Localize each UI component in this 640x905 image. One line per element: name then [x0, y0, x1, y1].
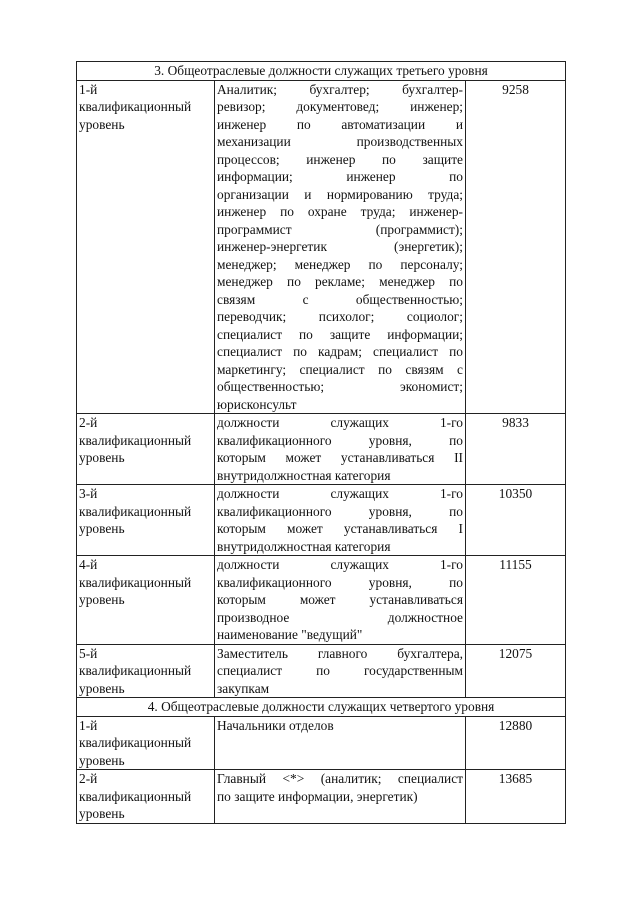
- qualification-level-line: уровень: [79, 592, 125, 607]
- qualification-level-cell: [77, 770, 215, 824]
- positions-line: инженер по охране труда; инженер-: [217, 204, 463, 219]
- qualification-level-line: 2-й: [79, 771, 98, 786]
- positions-line: юрисконсульт: [217, 396, 297, 412]
- qualification-level-line: квалификационный: [79, 735, 192, 750]
- positions-cell: [215, 80, 466, 414]
- qualification-level-line: уровень: [79, 752, 125, 768]
- positions-line: должности служащих 1-го: [217, 557, 463, 572]
- qualification-level-line: уровень: [79, 680, 125, 696]
- qualification-level-line: квалификационный: [79, 574, 192, 590]
- salary-amount-cell: 9258: [466, 80, 566, 414]
- positions-line: по защите информации, энергетик): [217, 788, 418, 804]
- positions-line: должности служащих 1-го: [217, 486, 463, 501]
- qualification-level-line: 5-й: [79, 645, 98, 661]
- qualification-level-line: квалификационный: [79, 503, 192, 519]
- positions-line: специалист по государственным: [217, 663, 463, 678]
- positions-line: Начальники отделов: [217, 717, 334, 733]
- positions-cell: [215, 716, 466, 770]
- qualification-level-cell: [77, 644, 215, 698]
- section3-title: 3. Общеотраслевые должности служащих третьего уровня: [77, 62, 566, 81]
- positions-cell: [215, 485, 466, 556]
- positions-line: механизации производственных: [217, 134, 463, 149]
- salary-amount-cell: 13685: [466, 770, 566, 824]
- qualification-level-line: квалификационный: [79, 663, 192, 678]
- positions-line: Главный <*> (аналитик; специалист: [217, 771, 463, 786]
- qualification-level-line: 4-й: [79, 557, 98, 572]
- positions-line: инженер по автоматизации и: [217, 116, 463, 132]
- positions-line: производное должностное: [217, 609, 463, 625]
- qualification-level-line: 3-й: [79, 486, 98, 501]
- positions-line: менеджер по рекламе; менеджер по: [217, 274, 463, 289]
- qualification-level-line: уровень: [79, 450, 125, 465]
- positions-line: ревизор; документовед; инженер;: [217, 99, 463, 114]
- qualification-level-cell: [77, 414, 215, 485]
- table-row: [77, 414, 566, 485]
- positions-cell: [215, 414, 466, 485]
- positions-line: информации; инженер по: [217, 169, 463, 184]
- positions-line: Заместитель главного бухгалтера,: [217, 645, 463, 661]
- positions-line: закупкам: [217, 680, 270, 696]
- positions-line: внутридолжностная категория: [217, 538, 391, 554]
- salary-amount-cell: 10350: [466, 485, 566, 556]
- section3-header-row: [77, 62, 566, 81]
- qualification-level-line: 1-й: [79, 717, 98, 733]
- section4-header-row: [77, 698, 566, 717]
- positions-line: процессов; инженер по защите: [217, 151, 463, 167]
- table-row: [77, 716, 566, 770]
- positions-line: связям с общественностью;: [217, 291, 463, 307]
- qualification-level-line: 1-й: [79, 81, 98, 97]
- section4-title: 4. Общеотраслевые должности служащих четвертого уровня: [77, 698, 566, 717]
- positions-line: специалист по кадрам; специалист по: [217, 344, 463, 359]
- positions-line: общественностью; экономист;: [217, 379, 463, 394]
- positions-line: переводчик; психолог; социолог;: [217, 309, 463, 324]
- positions-line: маркетингу; специалист по связям с: [217, 361, 463, 377]
- qualification-level-cell: [77, 556, 215, 645]
- qualification-level-line: квалификационный: [79, 432, 192, 448]
- qualification-level-line: квалификационный: [79, 99, 192, 114]
- positions-cell: [215, 770, 466, 824]
- positions-line: которым может устанавливаться: [217, 592, 463, 607]
- qualification-level-line: уровень: [79, 521, 125, 536]
- positions-line: организации и нормированию труда;: [217, 186, 463, 202]
- table-row: [77, 644, 566, 698]
- qualification-level-line: уровень: [79, 116, 125, 132]
- positions-cell: [215, 556, 466, 645]
- salary-table: [76, 61, 566, 824]
- salary-amount-cell: 12075: [466, 644, 566, 698]
- positions-line: специалист по защите информации;: [217, 326, 463, 342]
- table-row: [77, 770, 566, 824]
- table-row: [77, 80, 566, 414]
- table-row: [77, 556, 566, 645]
- positions-cell: [215, 644, 466, 698]
- positions-line: инженер-энергетик (энергетик);: [217, 239, 463, 254]
- positions-line: внутридолжностная категория: [217, 467, 391, 483]
- positions-line: Аналитик; бухгалтер; бухгалтер-: [217, 81, 463, 97]
- qualification-level-line: уровень: [79, 806, 125, 821]
- positions-line: квалификационного уровня, по: [217, 574, 463, 590]
- salary-table-body: [77, 62, 566, 824]
- salary-amount-cell: 12880: [466, 716, 566, 770]
- positions-line: квалификационного уровня, по: [217, 432, 463, 448]
- positions-line: должности служащих 1-го: [217, 415, 463, 430]
- qualification-level-line: 2-й: [79, 415, 98, 430]
- positions-line: менеджер; менеджер по персоналу;: [217, 256, 463, 272]
- qualification-level-cell: [77, 80, 215, 414]
- salary-amount-cell: 11155: [466, 556, 566, 645]
- salary-amount-cell: 9833: [466, 414, 566, 485]
- qualification-level-cell: [77, 485, 215, 556]
- table-row: [77, 485, 566, 556]
- qualification-level-line: квалификационный: [79, 788, 192, 804]
- positions-line: наименование "ведущий": [217, 627, 363, 642]
- positions-line: программист (программист);: [217, 221, 463, 237]
- qualification-level-cell: [77, 716, 215, 770]
- positions-line: которым может устанавливаться II: [217, 450, 463, 465]
- positions-line: квалификационного уровня, по: [217, 503, 463, 519]
- positions-line: которым может устанавливаться I: [217, 521, 463, 536]
